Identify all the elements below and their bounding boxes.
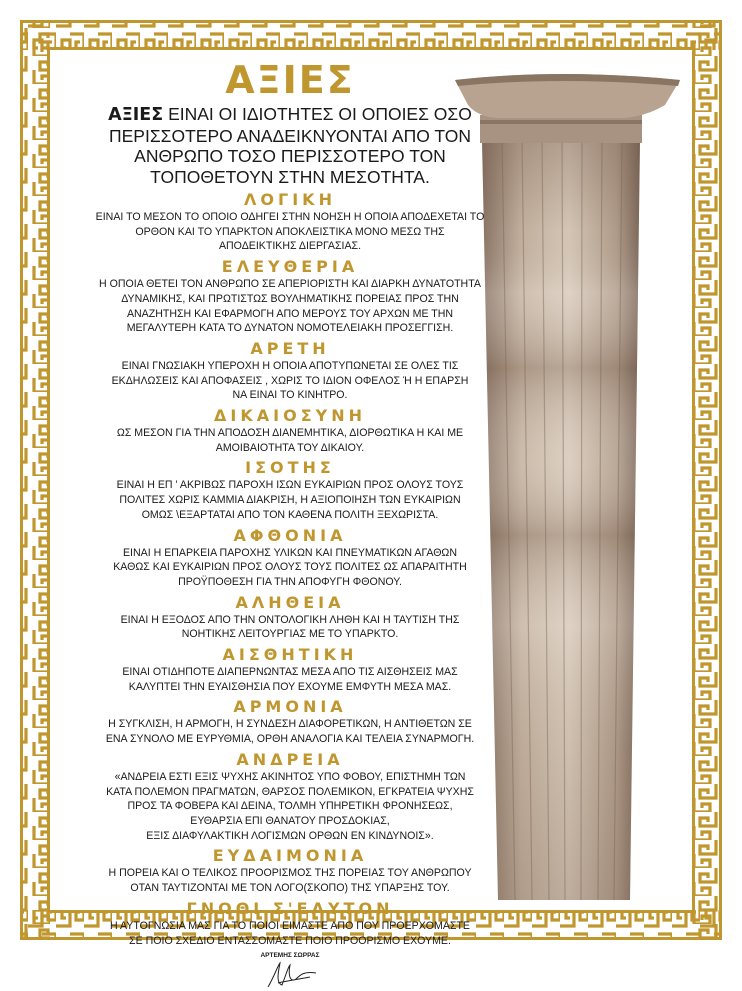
intro xyxy=(62,104,518,187)
intro-line: ΠΕΡΙΣΣΟΤΕΡΟ ΑΝΑΔΕΙΚΝΥΟΝΤΑΙ ΑΠΟ ΤΟΝ xyxy=(108,125,471,146)
intro-bold: ΑΞΙΕΣ xyxy=(108,105,164,125)
section-heading: ΔΙΚΑΙΟΣΥΝΗ xyxy=(214,406,366,426)
section-heading: ΓΝΩΘΙ Σ'ΕΑΥΤΟΝ xyxy=(186,898,394,918)
section-text-line: ΑΜΟΙΒΑΙΟΤΗΤΑ ΤΟΥ ΔΙΚΑΙΟΥ. xyxy=(215,441,365,454)
section-text-line: ΚΑΛΥΠΤΕΙ ΤΗΝ ΕΥΑΙΣΘΗΣΙΑ ΠΟΥ ΕΧΟΥΜΕ ΕΜΦΥΤΗ ΜΕΣΑ ΜΑΣ. xyxy=(128,680,452,693)
section-text-line: ΠΡΟΫΠΟΘΕΣΗ ΓΙΑ ΤΗΝ ΑΠΟΦΥΓΗ ΦΘΟΝΟΥ. xyxy=(178,575,402,588)
section-text-line: ΕΝΑ ΣΥΝΟΛΟ ΜΕ ΕΥΡΥΘΜΙΑ, ΟΡΘΗ ΑΝΑΛΟΓΙΑ ΚΑΙ ΤΕΛΕΙΑ ΣΥΝΑΡΜΟΓΗ. xyxy=(105,733,475,746)
section-heading: ΑΡΕΤΗ xyxy=(250,338,330,358)
section-text-line: ΚΑΘΩΣ ΚΑΙ ΕΥΚΑΙΡΙΩΝ ΠΡΟΣ ΟΛΟΥΣ ΤΟΥΣ ΠΟΛΙΤΕΣ ΩΣ ΑΠΑΡΑΙΤΗΤΗ xyxy=(113,561,467,574)
section-text-line: ΕΙΝΑΙ Η ΕΞΟΔΟΣ ΑΠΟ ΤΗΝ ΟΝΤΟΛΟΓΙΚΗ ΛΗΘΗ ΚΑΙ Η ΤΑΥΤΙΣΗ ΤΗΣ xyxy=(120,613,460,626)
section-heading: ΑΙΣΘΗΤΙΚΗ xyxy=(222,645,358,665)
section-text-line: ΕΙΝΑΙ ΟΤΙΔΗΠΟΤΕ ΔΙΑΠΕΡΝΩΝΤΑΣ ΜΕΣΑ ΑΠΟ ΤΙΣ ΑΙΣΘΗΣΕΙΣ ΜΑΣ xyxy=(122,666,458,679)
values-text xyxy=(62,58,518,991)
section-text-line: ΕΙΝΑΙ Η ΕΠ ' ΑΚΡΙΒΩΣ ΠΑΡΟΧΗ ΙΣΩΝ ΕΥΚΑΙΡΙΩΝ ΠΡΟΣ ΟΛΟΥΣ ΤΟΥΣ xyxy=(116,479,464,492)
author-name: ΑΡΤΕΜΗΣ ΣΩΡΡΑΣ xyxy=(260,952,320,960)
section-heading: ΕΛΕΥΘΕΡΙΑ xyxy=(221,257,359,277)
section-heading: ΙΣΟΤΗΣ xyxy=(245,458,335,478)
section-text-line: ΠΟΛΙΤΕΣ ΧΩΡΙΣ ΚΑΜΜΙΑ ΔΙΑΚΡΙΣΗ, Η ΑΞΙΟΠΟΙΗΣΗ ΤΩΝ ΕΥΚΑΙΡΙΩΝ xyxy=(119,494,461,507)
section-heading: ΕΥΔΑΙΜΟΝΙΑ xyxy=(212,846,368,866)
section-text-line: ΣΕ ΠΟΙΟ ΣΧΕΔΙΟ ΕΝΤΑΣΣΟΜΑΣΤΕ ΠΟΙΟ ΠΡΟΟΡΙΣΜΟ ΕΧΟΥΜΕ. xyxy=(129,934,451,947)
section-text-line: Η ΠΟΡΕΙΑ ΚΑΙ Ο ΤΕΛΙΚΟΣ ΠΡΟΟΡΙΣΜΟΣ ΤΗΣ ΠΟΡΕΙΑΣ ΤΟΥ ΑΝΘΡΩΠΟΥ xyxy=(108,867,472,880)
section-text-line: ΕΚΔΗΛΩΣΕΙΣ ΚΑΙ ΑΠΟΦΑΣΕΙΣ , ΧΩΡΙΣ ΤΟ ΙΔΙΟΝ ΟΦΕΛΟΣ Ή Η ΕΠΑΡΣΗ xyxy=(111,374,469,387)
section-text-line: ΜΕΓΑΛΥΤΕΡΗ ΚΑΤΑ ΤΟ ΔΥΝΑΤΟΝ ΝΟΜΟΤΕΛΕΙΑΚΗ ΠΡΟΣΕΓΓΙΣΗ. xyxy=(126,322,454,335)
section-heading: ΛΟΓΙΚΗ xyxy=(244,190,336,209)
intro-line: ΕΙΝΑΙ ΟΙ ΙΔΙΟΤΗΤΕΣ ΟΙ ΟΠΟΙΕΣ ΟΣΟ xyxy=(163,104,472,124)
section-text-line: ΟΡΘΟΝ ΚΑΙ ΤΟ ΥΠΑΡΚΤΟΝ ΑΠΟΚΛΕΙΣΤΙΚΑ ΜΟΝΟ ΜΕΣΩ ΤΗΣ xyxy=(135,225,445,238)
sections xyxy=(62,190,518,948)
section-text-line: ΠΡΟΣ ΤΑ ΦΟΒΕΡΑ ΚΑΙ ΔΕΙΝΑ, ΤΟΛΜΗ ΥΠΗΡΕΤΙΚΗ ΦΡΟΝΗΣΕΩΣ, xyxy=(127,800,453,813)
section-text-line: ΝΟΗΤΙΚΗΣ ΛΕΙΤΟΥΡΓΙΑΣ ΜΕ ΤΟ ΥΠΑΡΚΤΟ. xyxy=(181,628,399,641)
section-text-line: Η ΑΥΤΟΓΝΩΣΙΑ ΜΑΣ ΓΙΑ ΤΟ ΠΟΙΟΙ ΕΙΜΑΣΤΕ ΑΠΟ ΠΟΥ ΠΡΟΕΡΧΟΜΑΣΤΕ xyxy=(110,919,470,932)
section-text-line: ΚΑΤΑ ΠΟΛΕΜΟΝ ΠΡΑΓΜΑΤΩΝ, ΘΑΡΣΟΣ ΠΟΛΕΜΙΚΟΝ, ΕΓΚΡΑΤΕΙΑ ΨΥΧΗΣ xyxy=(106,785,474,798)
section-text-line: Η ΣΥΓΚΛΙΣΗ, Η ΑΡΜΟΓΗ, Η ΣΥΝΔΕΣΗ ΔΙΑΦΟΡΕΤΙΚΩΝ, Η ΑΝΤΙΘΕΤΩΝ ΣΕ xyxy=(108,718,472,731)
page-title: ΑΞΙΕΣ xyxy=(225,58,355,102)
section-text-line: ΟΤΑΝ ΤΑΥΤΙΖΟΝΤΑΙ ΜΕ ΤΟΝ ΛΟΓΟ(ΣΚΟΠΟ) ΤΗΣ ΥΠΑΡΞΗΣ ΤΟΥ. xyxy=(130,882,450,895)
intro-line: ΤΟΠΟΘΕΤΟΥΝ ΣΤΗΝ ΜΕΣΟΤΗΤΑ. xyxy=(150,166,430,187)
section-text-line: ΑΝΑΖΗΤΗΣΗ ΚΑΙ ΕΦΑΡΜΟΓΗ ΑΠΟ ΜΕΡΟΥΣ ΤΟΥ ΑΡΧΩΝ ΜΕ ΤΗΝ xyxy=(126,307,454,320)
section-text-line: ΟΜΩΣ \ΕΞΑΡΤΑΤΑΙ ΑΠΟ ΤΟΝ ΚΑΘΕΝΑ ΠΟΛΙΤΗ ΞΕΧΩΡΙΣΤΑ. xyxy=(141,508,439,521)
section-heading: ΑΛΗΘΕΙΑ xyxy=(235,592,345,612)
section-heading: ΑΡΜΟΝΙΑ xyxy=(233,697,347,717)
section-text-line: ΩΣ ΜΕΣΟΝ ΓΙΑ ΤΗΝ ΑΠΟΔΟΣΗ ΔΙΑΝΕΜΗΤΙΚΑ, ΔΙΟΡΘΩΤΙΚΑ Η ΚΑΙ ΜΕ xyxy=(116,427,464,440)
section-text-line: Η ΟΠΟΙΑ ΘΕΤΕΙ ΤΟΝ ΑΝΘΡΩΠΟ ΣΕ ΑΠΕΡΙΟΡΙΣΤΗ ΚΑΙ ΔΙΑΡΚΗ ΔΥΝΑΤΟΤΗΤΑ xyxy=(99,278,481,291)
section-text-line: ΑΠΟΔΕΙΚΤΙΚΗΣ ΔΙΕΡΓΑΣΙΑΣ. xyxy=(218,240,362,253)
section-heading: ΑΦΘΟΝΙΑ xyxy=(233,525,347,545)
signature xyxy=(260,961,320,991)
section-text-line: ΕΞΙΣ ΔΙΑΦΥΛΑΚΤΙΚΗ ΛΟΓΙΣΜΩΝ ΟΡΘΩΝ ΕΝ ΚΙΝΔΥΝΟΙΣ». xyxy=(146,829,434,842)
section-text-line: ΕΥΘΑΡΣΙΑ ΕΠΙ ΘΑΝΑΤΟΥ ΠΡΟΣΔΟΚΙΑΣ, xyxy=(190,814,390,827)
section-text-line: ΕΙΝΑΙ ΓΝΩΣΙΑΚΗ ΥΠΕΡΟΧΗ Η ΟΠΟΙΑ ΑΠΟΤΥΠΩΝΕΤΑΙ ΣΕ ΟΛΕΣ ΤΙΣ xyxy=(121,359,459,372)
section-text-line: ΕΙΝΑΙ ΤΟ ΜΕΣΟΝ ΤΟ ΟΠΟΙΟ ΟΔΗΓΕΙ ΣΤΗΝ ΝΟΗΣΗ Η ΟΠΟΙΑ ΑΠΟΔΕΧΕΤΑΙ ΤΟ xyxy=(95,211,485,223)
section-text-line: ΝΑ ΕΙΝΑΙ ΤΟ ΚΙΝΗΤΡΟ. xyxy=(232,389,348,402)
section-text-line: ΔΥΝΑΜΙΚΗΣ, ΚΑΙ ΠΡΩΤΙΣΤΩΣ ΒΟΥΛΗΜΑΤΙΚΗΣ ΠΟΡΕΙΑΣ ΠΡΟΣ ΤΗΝ xyxy=(121,292,459,305)
intro-line: ΑΝΘΡΩΠΟ ΤΟΣΟ ΠΕΡΙΣΣΟΤΕΡΟ ΤΟΝ xyxy=(134,146,446,166)
section-text-line: «ΑΝΔΡΕΙΑ ΕΣΤΙ ΕΞΙΣ ΨΥΧΗΣ ΑΚΙΝΗΤΟΣ ΥΠΟ ΦΟΒΟΥ, ΕΠΙΣΤΗΜΗ ΤΩΝ xyxy=(114,770,466,783)
section-heading: ΑΝΔΡΕΙΑ xyxy=(236,749,344,769)
section-text-line: ΕΙΝΑΙ Η ΕΠΑΡΚΕΙΑ ΠΑΡΟΧΗΣ ΥΛΙΚΩΝ ΚΑΙ ΠΝΕΥΜΑΤΙΚΩΝ ΑΓΑΘΩΝ xyxy=(122,546,458,559)
